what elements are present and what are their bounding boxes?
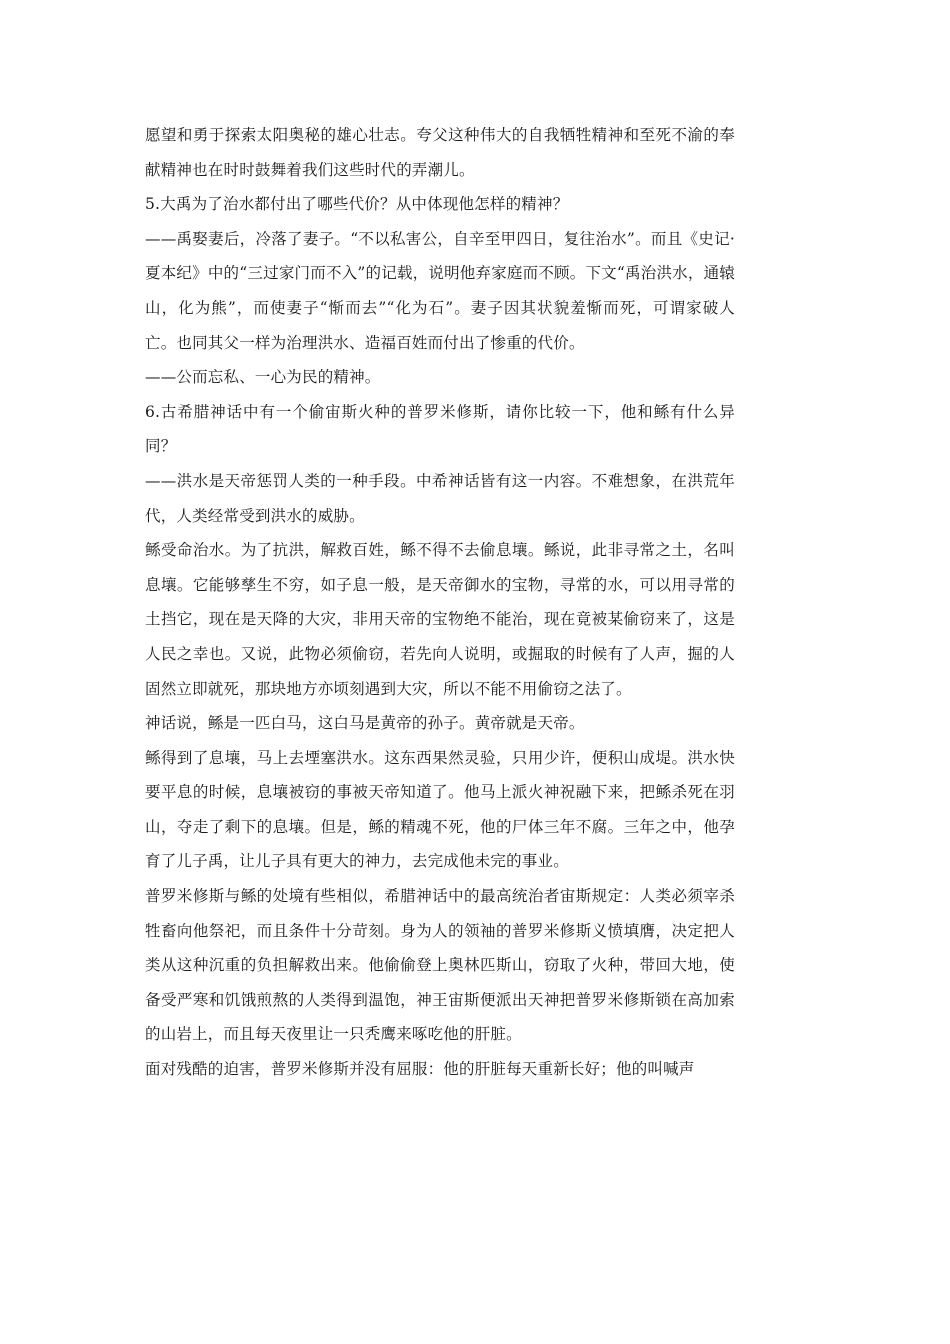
paragraph-prometheus-resist: 面对残酷的迫害，普罗米修斯并没有屈服：他的肝脏每天重新长好；他的叫喊声 (145, 1060, 695, 1079)
paragraph-gun-xirang: 鲧受命治水。为了抗洪，解救百姓，鲧不得不去偷息壤。鲧说，此非寻常之土，名叫息壤。它能够孳生不穷，如子息一般，是天帝御水的宝物，寻常的水，可以用寻常的土挡它，现在是天降的大灾，非用天帝的宝物绝不能治，现在竟被某偷窃来了，这是人民之幸也。又说，此物必须偷窃，若先向人说明，或掘取的时候有了人声，掘的人固然立即就死，那块地方亦顷刻遇到大灾，所以不能不用偷窃之法了。 (145, 541, 735, 698)
answer-5-cost: ——禹娶妻后，冷落了妻子。“不以私害公，自辛至甲四日，复往治水”。而且《史记·夏本纪》中的“三过家门而不入”的记载，说明他弃家庭而不顾。下文“禹治洪水，通辕山，化为熊”，而使妻子“惭而去”“化为石”。妻子因其状貌羞惭而死，可谓家破人亡。也同其父一样为治理洪水、造福百姓而付出了惨重的代价。 (145, 229, 735, 352)
paragraph-gun-death: 鲧得到了息壤，马上去堙塞洪水。这东西果然灵验，只用少许，便积山成堤。洪水快要平息的时候，息壤被窃的事被天帝知道了。他马上派火神祝融下来，把鲧杀死在羽山，夺走了剩下的息壤。但是，鲧的精魂不死，他的尸体三年不腐。三年之中，他孕育了儿子禹，让儿子具有更大的神力，去完成他未完的事业。 (145, 748, 735, 871)
document-body (145, 118, 735, 1087)
answer-5-spirit: ——公而忘私、一心为民的精神。 (145, 368, 381, 387)
answer-6-flood: ——洪水是天帝惩罚人类的一种手段。中希神话皆有这一内容。不难想象，在洪荒年代，人类经常受到洪水的威胁。 (145, 471, 735, 525)
paragraph-white-horse: 神话说，鲧是一匹白马，这白马是黄帝的孙子。黄帝就是天帝。 (145, 714, 585, 733)
question-5: 5.大禹为了治水都付出了哪些代价？从中体现他怎样的精神？ (145, 195, 569, 214)
question-6: 6.古希腊神话中有一个偷宙斯火种的普罗米修斯，请你比较一下，他和鲧有什么异同？ (145, 402, 735, 456)
paragraph-prometheus: 普罗米修斯与鲧的处境有些相似，希腊神话中的最高统治者宙斯规定：人类必须宰杀牲畜向他祭祀，而且条件十分苛刻。身为人的领袖的普罗米修斯义愤填膺，决定把人类从这种沉重的负担解救出来。他偷偷登上奥林匹斯山，窃取了火种，带回大地，使备受严寒和饥饿煎熬的人类得到温饱，神王宙斯便派出天神把普罗米修斯锁在高加索的山岩上，而且每天夜里让一只秃鹰来啄吃他的肝脏。 (145, 887, 735, 1044)
paragraph-kuafu-conclusion: 愿望和勇于探索太阳奥秘的雄心壮志。夸父这种伟大的自我牺牲精神和至死不渝的奉献精神也在时时鼓舞着我们这些时代的弄潮儿。 (145, 126, 735, 179)
